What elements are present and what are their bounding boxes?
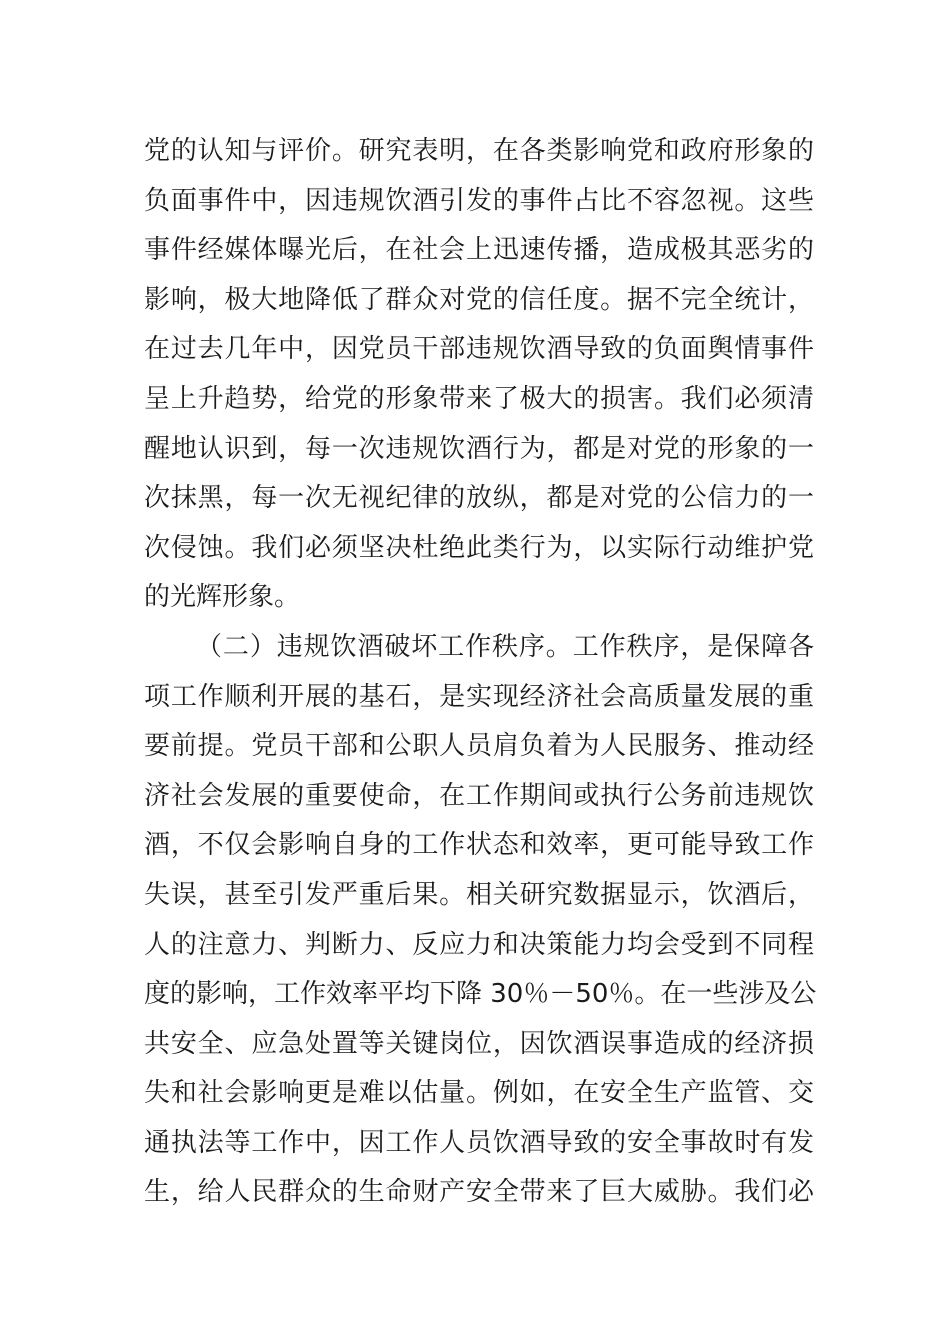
text-line: 通执法等工作中，因工作人员饮酒导致的安全事故时有发 xyxy=(144,1127,814,1158)
text-line: 次侵蚀。我们必须坚决杜绝此类行为，以实际行动维护党 xyxy=(144,532,814,563)
text-line: 要前提。党员干部和公职人员肩负着为人民服务、推动经 xyxy=(144,731,814,762)
text-line: 人的注意力、判断力、反应力和决策能力均会受到不同程 xyxy=(144,929,814,960)
text-line: 事件经媒体曝光后，在社会上迅速传播，造成极其恶劣的 xyxy=(144,235,814,266)
text-line: 项工作顺利开展的基石，是实现经济社会高质量发展的重 xyxy=(144,681,814,712)
text-line: 党的认知与评价。研究表明，在各类影响党和政府形象的 xyxy=(144,136,814,166)
text-line: 呈上升趋势，给党的形象带来了极大的损害。我们必须清 xyxy=(144,383,814,414)
text-line: 失和社会影响更是难以估量。例如，在安全生产监管、交 xyxy=(144,1078,814,1109)
text-line: 在过去几年中，因党员干部违规饮酒导致的负面舆情事件 xyxy=(144,334,814,365)
text-line: 次抹黑，每一次无视纪律的放纵，都是对党的公信力的一 xyxy=(144,483,814,514)
text-line: 济社会发展的重要使命，在工作期间或执行公务前违规饮 xyxy=(144,780,814,811)
document-body xyxy=(144,127,817,1218)
section-heading-line: （二）违规饮酒破坏工作秩序。工作秩序，是保障各 xyxy=(196,631,814,662)
text-line: 醒地认识到，每一次违规饮酒行为，都是对党的形象的一 xyxy=(144,433,814,464)
text-line: 共安全、应急处置等关键岗位，因饮酒误事造成的经济损 xyxy=(144,1028,814,1059)
text-line: 影响，极大地降低了群众对党的信任度。据不完全统计， xyxy=(144,284,814,315)
text-line: 生，给人民群众的生命财产安全带来了巨大威胁。我们必 xyxy=(144,1177,814,1208)
text-line: 酒，不仅会影响自身的工作状态和效率，更可能导致工作 xyxy=(144,830,814,861)
text-line: 度的影响，工作效率平均下降 30％－50％。在一些涉及公 xyxy=(144,979,817,1010)
text-line: 负面事件中，因违规饮酒引发的事件占比不容忽视。这些 xyxy=(144,185,814,216)
text-line: 失误，甚至引发严重后果。相关研究数据显示，饮酒后， xyxy=(144,879,814,910)
text-line-paragraph-end: 的光辉形象。 xyxy=(144,582,301,613)
